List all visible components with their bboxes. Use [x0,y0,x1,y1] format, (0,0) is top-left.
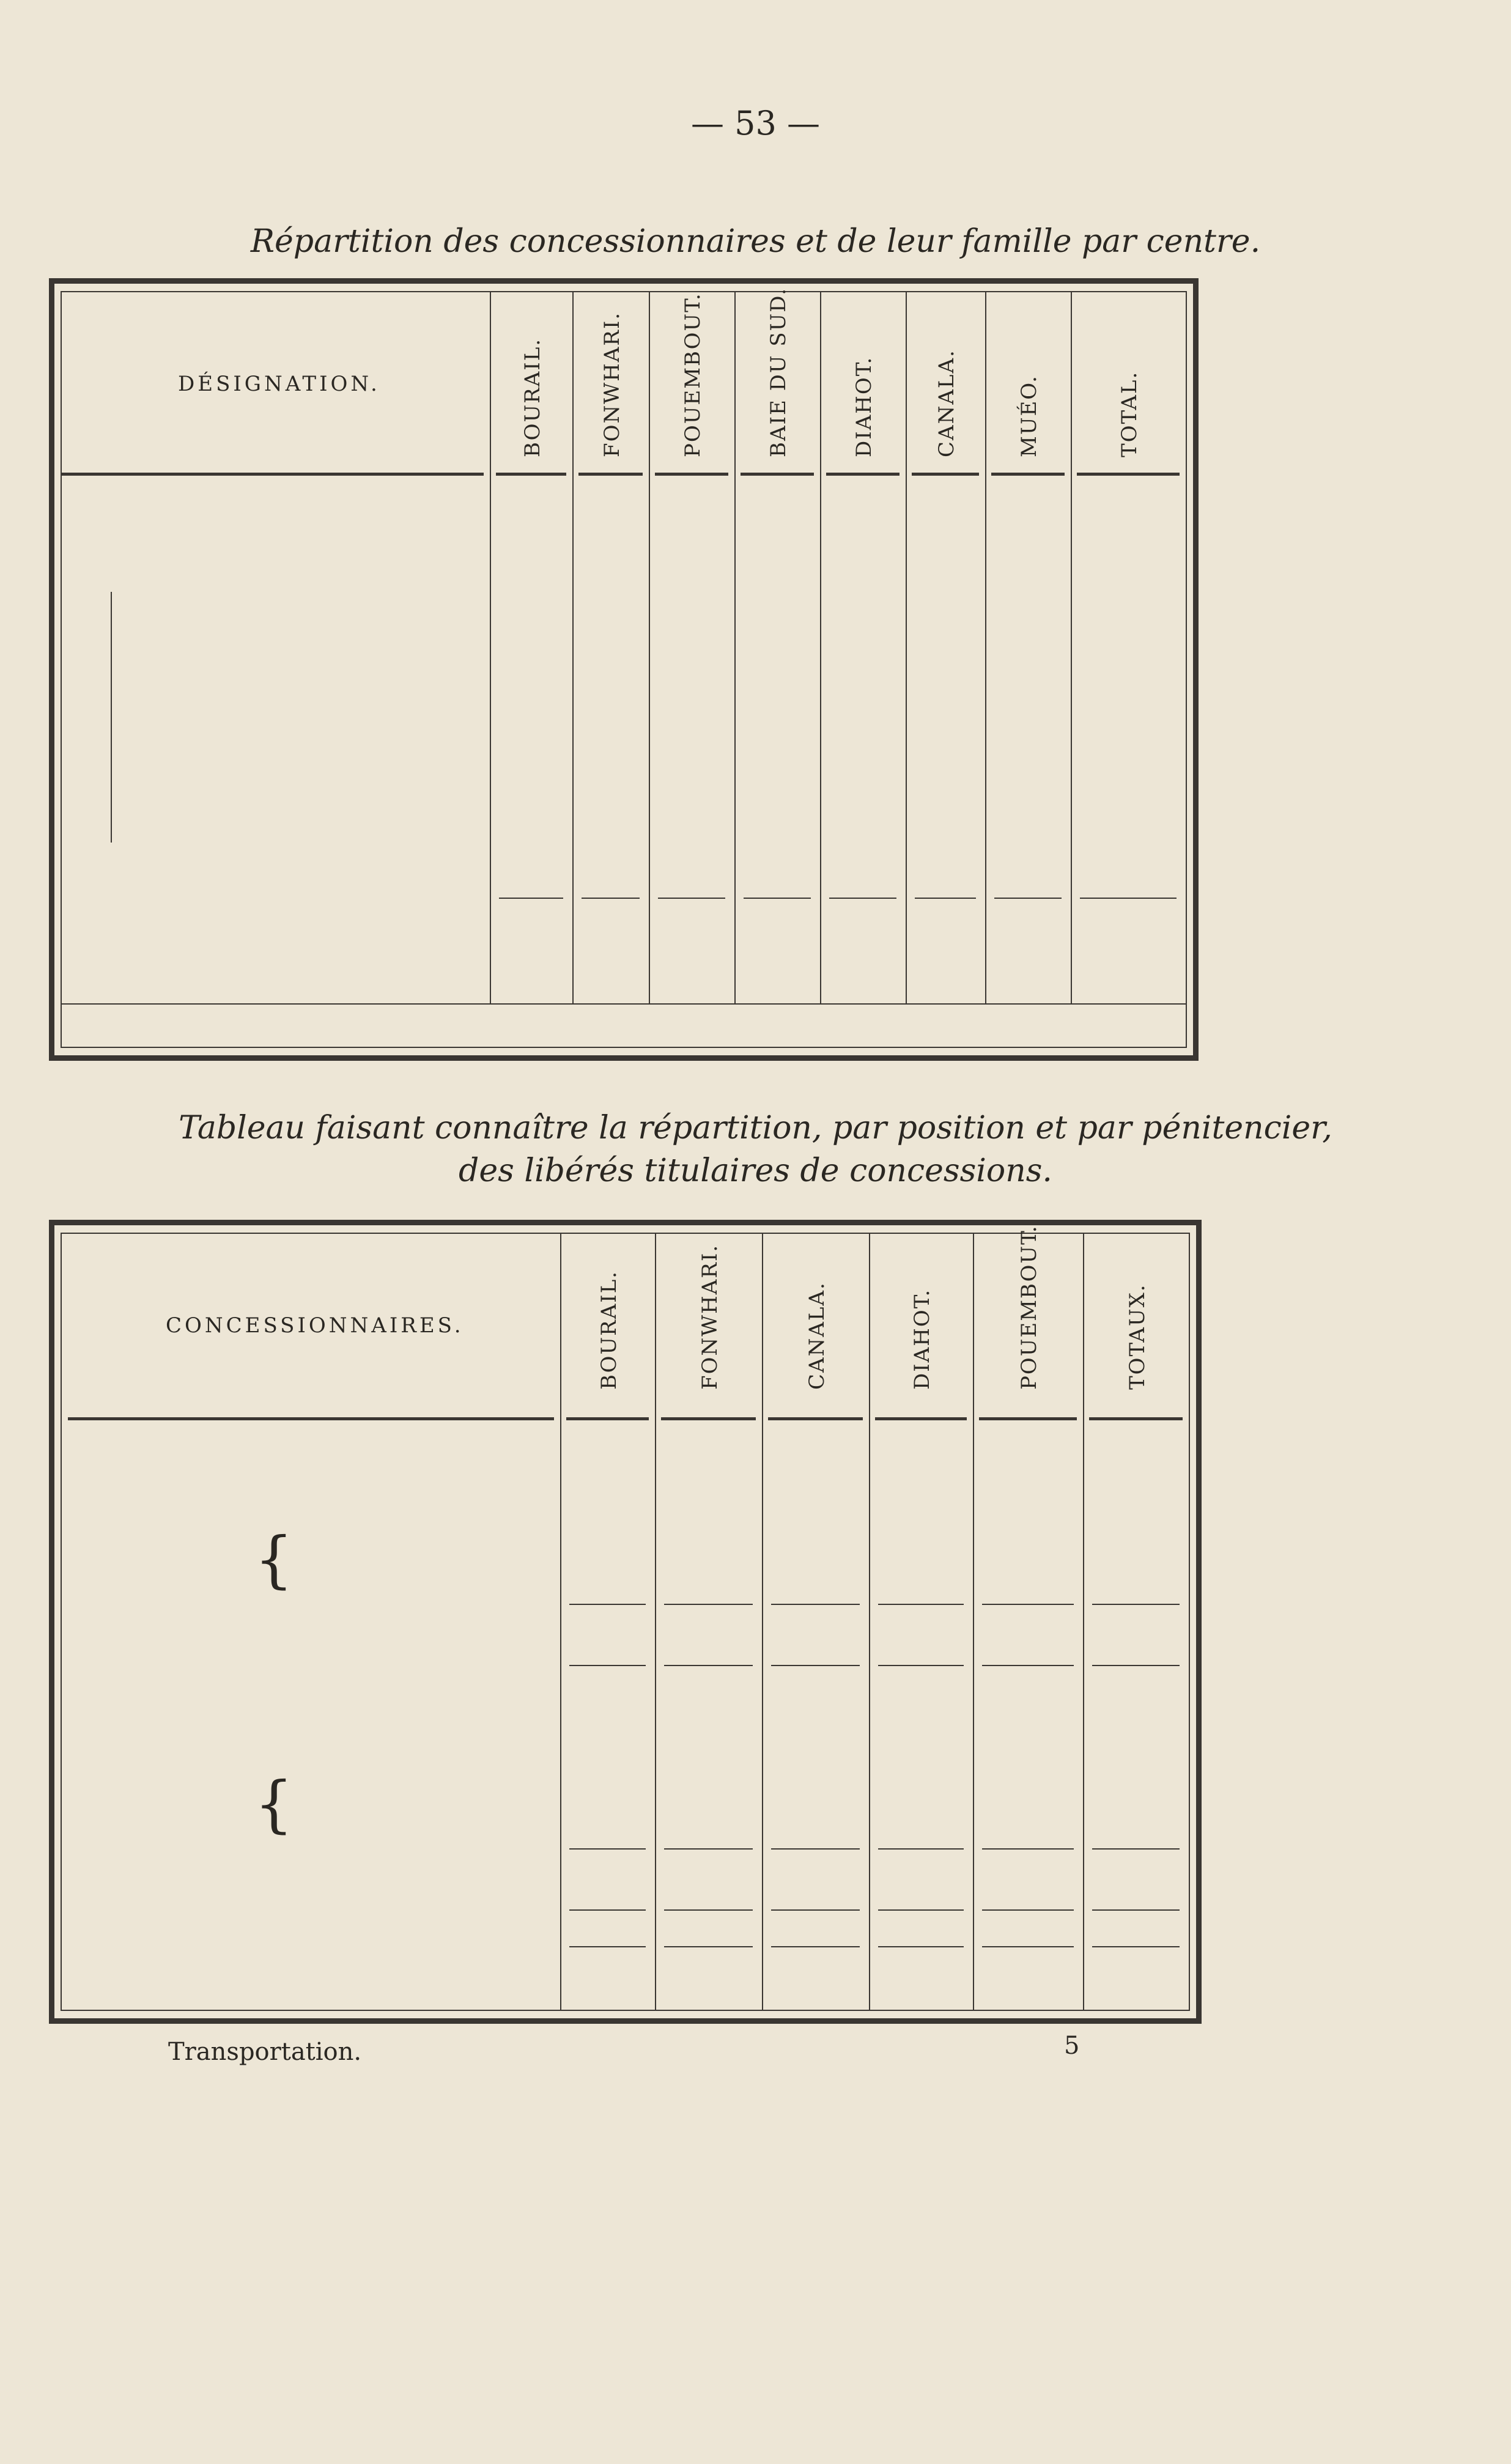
table1-total-rule [582,898,640,899]
table1-col-header: BOURAIL. [520,338,545,457]
page-number: — 53 — [690,104,821,142]
table2-subtotal-rule [878,1604,964,1605]
table2-subtotal-rule [569,1604,646,1605]
table2-header-rule [566,1417,649,1420]
table2-header-rule [661,1417,756,1420]
table2-inner [61,1225,1190,2011]
table1-col-header: DIAHOT. [852,356,876,457]
table2-grand-rule [569,1946,646,1947]
table2-section-end-rule [569,1665,646,1666]
table1-total-rule [499,898,563,899]
table2-section-end-rule [878,1909,964,1911]
table2-col-header: FONWHARI. [697,1244,722,1390]
table1 [49,278,1199,1061]
table1-header-rule [991,473,1065,476]
femmes-brace-line [111,592,112,843]
table1-col-header: CANALA. [934,349,959,457]
table1-col-header: BAIE DU SUD. [766,287,791,457]
table2-col-header: CANALA. [804,1282,829,1390]
table2-subtotal-rule [771,1848,860,1850]
table1-col-header: POUEMBOUT. [681,292,705,457]
table1-total-rule [1080,898,1177,899]
table2-section-end-rule [878,1665,964,1666]
table2-section-end-rule [664,1909,753,1911]
table2-section-end-rule [982,1909,1074,1911]
table1-header-rule [826,473,900,476]
table1-col-divider [906,292,907,1003]
table1-col-divider [1071,292,1072,1003]
table2-section-end-rule [771,1909,860,1911]
table1-caption: Répartition des concessionnaires et de leur famille par centre. [250,223,1261,260]
table2-col-divider [973,1234,974,2010]
table1-total-rule [994,898,1062,899]
table2-col-divider [655,1234,656,2010]
table2-section-end-rule [771,1665,860,1666]
table2-col-divider [869,1234,870,2010]
table2-grand-rule [771,1946,860,1947]
table1-total-rule [658,898,725,899]
table2-header-rule [875,1417,967,1420]
table2-col-divider [762,1234,763,2010]
table1-col-header: TOTAL. [1117,371,1142,457]
table2-subtotal-rule [664,1848,753,1850]
table2-header-rule [979,1417,1077,1420]
table2-subtotal-rule [1092,1848,1180,1850]
table2-col-header: DIAHOT. [910,1288,934,1390]
table1-col-divider [649,292,650,1003]
table2-col-divider [560,1234,561,2010]
table2-subtotal-rule [878,1848,964,1850]
table1-col-divider [820,292,821,1003]
table2-section-end-rule [1092,1909,1180,1911]
table2-section-end-rule [664,1665,753,1666]
table2-section-end-rule [569,1909,646,1911]
table2-col-header: BOURAIL. [596,1270,621,1390]
table2-subtotal-rule [1092,1604,1180,1605]
table2-caption-line2: des libérés titulaires de concessions. [459,1153,1052,1189]
table2-caption-line1: Tableau faisant connaître la répartition, par position et par pénitencier, [179,1110,1332,1146]
table2-subtotal-rule [771,1604,860,1605]
table2-brace: { [254,1524,294,1595]
table1-header-rule [655,473,728,476]
table1-header-rule [912,473,979,476]
table2-col-header: TOTAUX. [1125,1283,1150,1390]
table2-subtotal-rule [664,1604,753,1605]
table1-header-rule [1077,473,1180,476]
table2-grand-rule [1092,1946,1180,1947]
table2-subtotal-rule [982,1848,1074,1850]
table1-total-rule [915,898,976,899]
table1-total-rule [744,898,811,899]
table2-header-label: CONCESSIONNAIRES. [166,1313,464,1338]
table2-col-header: POUEMBOUT. [1017,1225,1041,1390]
table1-total-rule [829,898,896,899]
table1-header-label: DÉSIGNATION. [178,372,380,396]
table2-grand-rule [664,1946,753,1947]
table1-header-rule [741,473,814,476]
table2-header-rule [768,1417,863,1420]
table2-grand-rule [878,1946,964,1947]
table1-header-rule [496,473,566,476]
table1-col-divider [490,292,491,1003]
table1-col-divider [572,292,574,1003]
table2-col-divider [1083,1234,1084,2010]
footer-left: Transportation. [168,2038,362,2066]
table1-inner [61,287,1187,1048]
table1-footnote-rule [62,1003,1186,1005]
table1-header-rule [62,473,484,476]
table1-header-rule [578,473,643,476]
table2-subtotal-rule [982,1604,1074,1605]
table1-col-header: MUÉO. [1017,375,1041,457]
table1-col-header: FONWHARI. [599,311,624,457]
table2-section-end-rule [1092,1665,1180,1666]
table1-col-divider [985,292,986,1003]
table2 [49,1220,1202,2024]
table2-subtotal-rule [569,1848,646,1850]
table2-header-rule [68,1417,554,1420]
table2-header-rule [1089,1417,1183,1420]
table1-col-divider [734,292,736,1003]
table2-section-end-rule [982,1665,1074,1666]
footer-right: 5 [1064,2032,1080,2060]
table2-grand-rule [982,1946,1074,1947]
table2-brace: { [254,1768,294,1840]
